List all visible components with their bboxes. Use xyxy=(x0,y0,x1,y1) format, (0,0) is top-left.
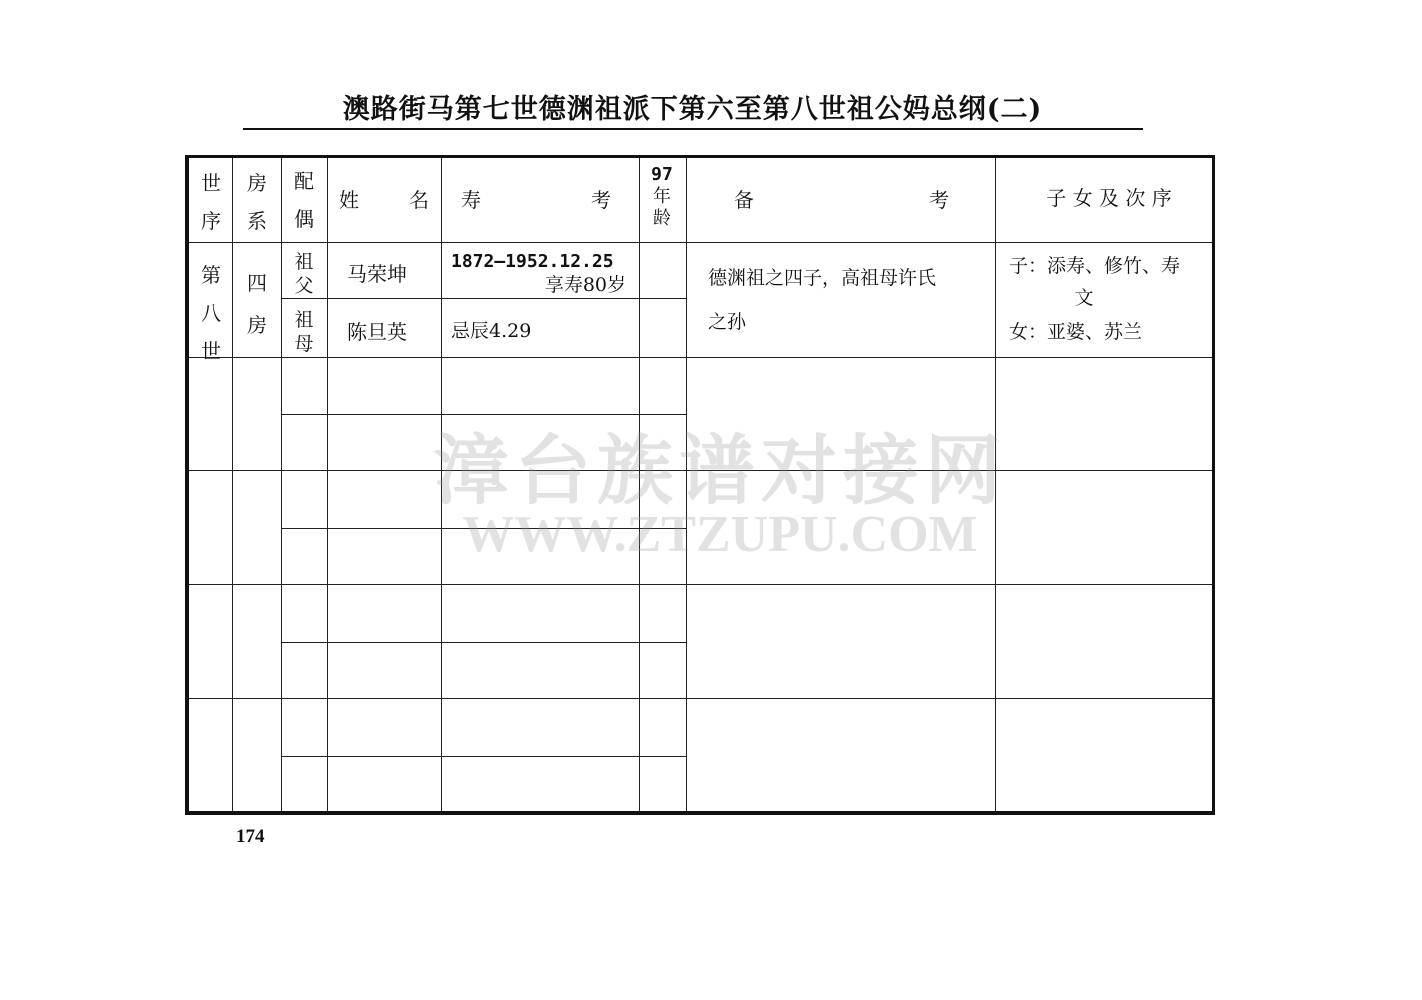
remark-line2: 之孙 xyxy=(708,311,747,333)
husband-name: 马荣坤 xyxy=(347,262,407,286)
row-divider xyxy=(189,584,1212,585)
row-divider xyxy=(281,756,686,757)
page-number: 174 xyxy=(236,826,265,847)
header-nianling: 97 年 龄 xyxy=(651,164,673,229)
row-divider xyxy=(281,642,686,643)
daughters-line: 女：亚婆、苏兰 xyxy=(1009,321,1143,343)
header-fangxi: 房 系 xyxy=(247,171,267,233)
header-beikao: 备 考 xyxy=(734,188,949,212)
column-divider xyxy=(232,158,233,811)
header-shixu: 世 序 xyxy=(201,171,221,233)
watermark-url: WWW.ZTZUPU.COM xyxy=(462,506,978,563)
header-shoukao: 寿 考 xyxy=(461,188,611,212)
branch-cell: 四 房 xyxy=(247,271,267,337)
generation-cell: 第 八 世 xyxy=(201,263,221,363)
header-peiou: 配 偶 xyxy=(294,169,314,231)
header-divider xyxy=(189,242,1212,243)
row-divider xyxy=(281,298,686,299)
column-divider xyxy=(281,158,282,811)
remark-line1: 德渊祖之四子，高祖母许氏 xyxy=(708,267,937,289)
header-xingming: 姓 名 xyxy=(339,188,429,212)
column-divider xyxy=(327,158,328,811)
husband-dates: 1872—1952.12.25 xyxy=(451,251,614,272)
title-underline xyxy=(243,128,1143,130)
husband-age: 享寿80岁 xyxy=(544,274,626,296)
wife-name: 陈旦英 xyxy=(347,320,407,344)
wife-role: 祖 母 xyxy=(294,309,314,355)
husband-role: 祖 父 xyxy=(294,251,314,297)
page-title: 澳路街马第七世德渊祖派下第六至第八世祖公妈总纲(二) xyxy=(342,94,1043,125)
watermark-chinese: 漳台族谱对接网 xyxy=(433,426,1007,515)
sons-line2: 文 xyxy=(1074,287,1094,309)
header-zinv: 子 女 及 次 序 xyxy=(1046,186,1172,210)
wife-dates: 忌辰4.29 xyxy=(451,320,532,342)
sons-line1: 子：添寿、修竹、寿 xyxy=(1009,255,1181,277)
row-divider xyxy=(189,698,1212,699)
row-divider xyxy=(189,357,1212,358)
